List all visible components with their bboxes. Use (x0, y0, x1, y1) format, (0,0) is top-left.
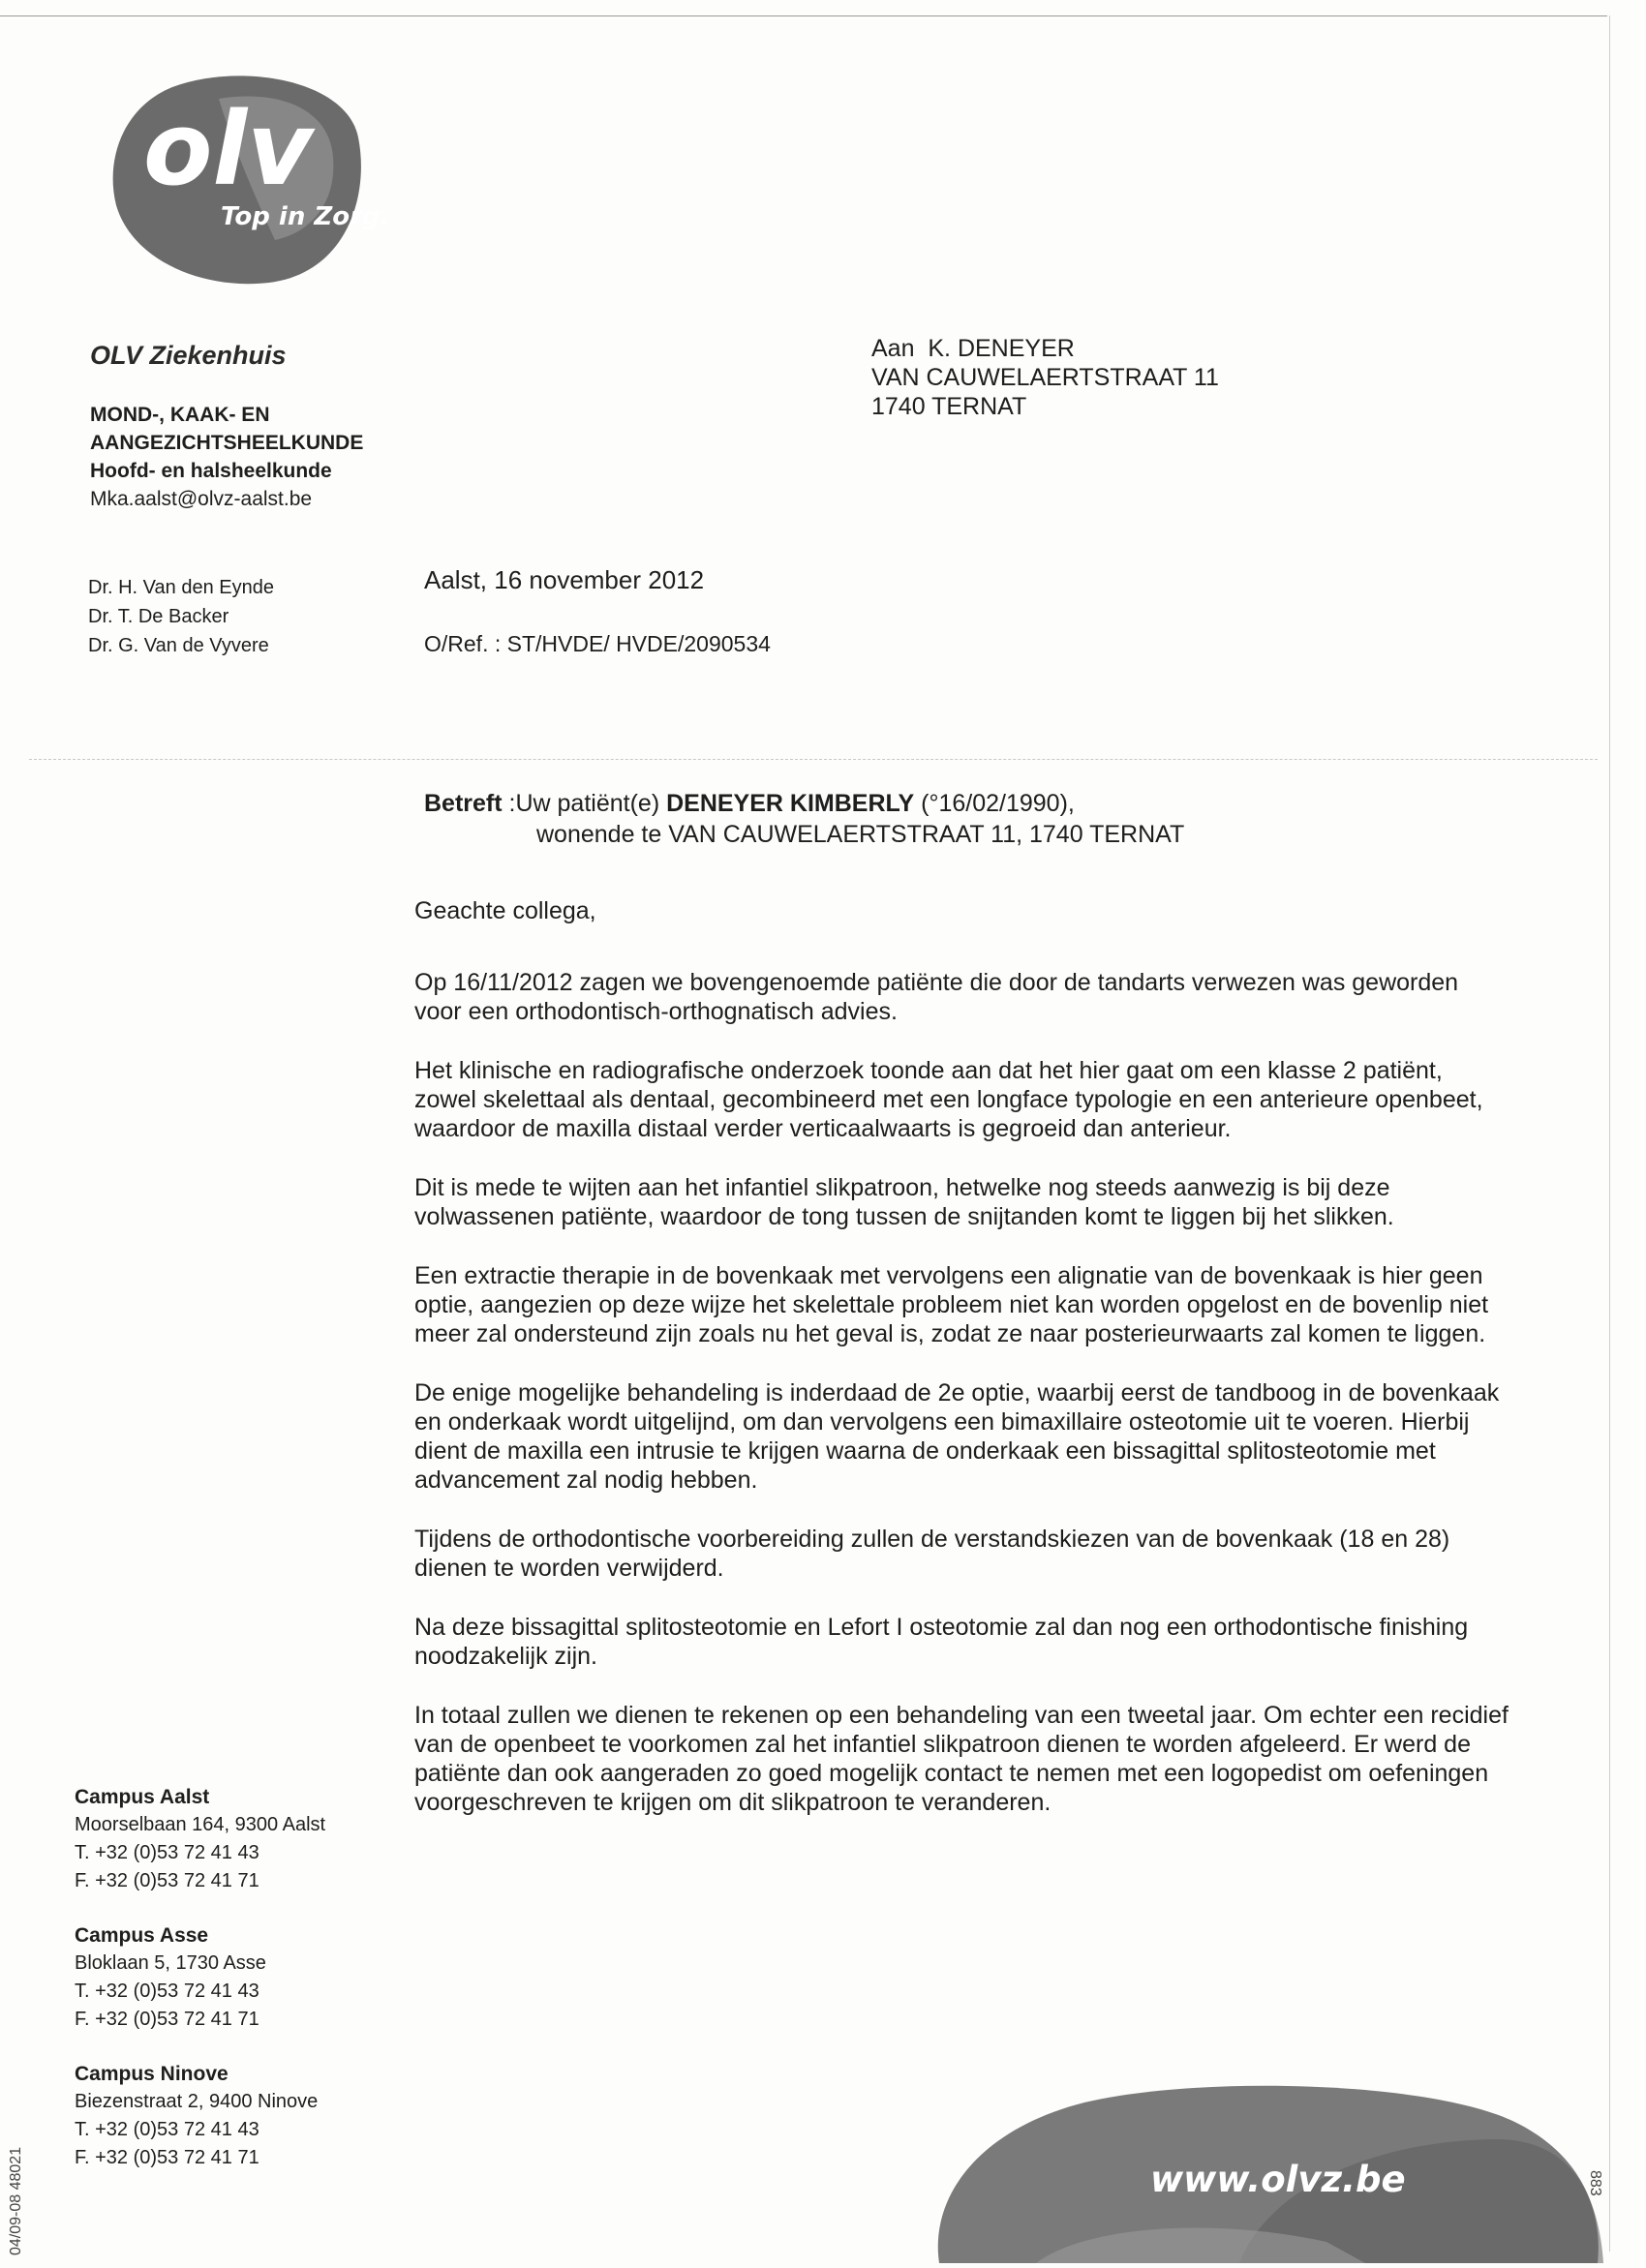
campus-fax: F. +32 (0)53 72 41 71 (75, 2009, 259, 2030)
paragraph-4: Een extractie therapie in de bovenkaak met vervolgens een alignatie van de bovenkaak is hier geen optie, aangezien op deze wijze het skelettale probleem niet kan worden opgelost en de bovenlip niet meer zal ondersteund zijn zoals nu het geval is, zodat ze naar posterieurwaarts zal komen te liggen. (414, 1262, 1489, 1347)
doctors-list (88, 573, 274, 660)
paragraph-8: In totaal zullen we dienen te rekenen op een behandeling van een tweetal jaar. Om echter een recidief van de openbeet te voorkomen zal het infantiel slikpatroon dienen te worden afgeleerd. Er werd de patiënte dan ook aangeraden zo goed mogelijk contact te nemen met een logopedist om oefeningen voorgeschreven te krijgen om dit slikpatroon te veranderen. (414, 1702, 1509, 1816)
website-link[interactable]: www.olvz.be (1150, 2159, 1406, 2200)
department-block (90, 401, 363, 513)
salutation: Geachte collega, (414, 897, 596, 924)
campus-address: Biezenstraat 2, 9400 Ninove (75, 2091, 319, 2112)
doctor-3: Dr. G. Van de Vyvere (88, 635, 269, 656)
subject-label: Betreft (424, 790, 503, 817)
logo-tagline: Top in Zorg. (221, 202, 390, 231)
fold-line (29, 759, 1598, 760)
campus-fax: F. +32 (0)53 72 41 71 (75, 1870, 259, 1891)
campus-address: Bloklaan 5, 1730 Asse (75, 1952, 266, 1974)
reference-number: O/Ref. : ST/HVDE/ HVDE/2090534 (424, 631, 771, 656)
campus-aalst (75, 1783, 325, 1895)
letter-body (414, 896, 1509, 1847)
doctor-1: Dr. H. Van den Eynde (88, 577, 274, 598)
campus-ninove (75, 2060, 318, 2172)
campus-phone: T. +32 (0)53 72 41 43 (75, 2119, 259, 2140)
paragraph-7: Na deze bissagittal splitosteotomie en Lefort I osteotomie zal dan nog een orthodontische finishing noodzakelijk zijn. (414, 1614, 1469, 1670)
olv-logo (105, 70, 395, 292)
paragraph-5: De enige mogelijke behandeling is inderdaad de 2e optie, waarbij eerst de tandboog in de bovenkaak en onderkaak wordt uitgelijnd, om dan vervolgens een bimaxillaire osteotomie uit te voeren. Hierbij dient de maxilla een intrusie te krijgen waarna de onderkaak een bissagittal splitosteotomie met advancement zal nodig hebben. (414, 1379, 1500, 1494)
right-margin-code: 883 (1587, 2170, 1603, 2196)
letter-date: Aalst, 16 november 2012 (424, 565, 705, 594)
subject-line-2: wonende te VAN CAUWELAERTSTRAAT 11, 1740 TERNAT (536, 821, 1185, 848)
campus-fax: F. +32 (0)53 72 41 71 (75, 2147, 259, 2168)
campus-name: Campus Aalst (75, 1786, 210, 1808)
recipient-line-1: Aan K. DENEYER (871, 335, 1075, 362)
patient-name: DENEYER KIMBERLY (666, 790, 915, 817)
subject-prefix: :Uw patiënt(e) (508, 790, 667, 817)
doctor-2: Dr. T. De Backer (88, 606, 229, 627)
recipient-address (871, 334, 1219, 421)
department-line-1: MOND-, KAAK- EN (90, 404, 270, 426)
department-line-3: Hoofd- en halsheelkunde (90, 460, 332, 482)
left-margin-code: 04/09-08 48021 (8, 2146, 24, 2255)
recipient-line-3: 1740 TERNAT (871, 393, 1027, 420)
top-edge-line (0, 15, 1607, 16)
paragraph-3: Dit is mede te wijten aan het infantiel slikpatroon, hetwelke nog steeds aanwezig is bij deze volwassenen patiënte, waardoor de tong tussen de snijtanden komt te liggen bij het slikken. (414, 1174, 1394, 1230)
subject-block (424, 788, 1184, 850)
campus-name: Campus Ninove (75, 2063, 229, 2085)
subject-line-1 (424, 788, 1184, 819)
department-email: Mka.aalst@olvz-aalst.be (90, 488, 313, 510)
campus-phone: T. +32 (0)53 72 41 43 (75, 1842, 259, 1863)
patient-birth: (°16/02/1990), (914, 790, 1075, 817)
paragraph-2: Het klinische en radiografische onderzoek toonde aan dat het hier gaat om een klasse 2 patiënt, zowel skelettaal als dentaal, gecombineerd met een longface typologie en een anterieure openbeet, waardoor de maxilla distaal verder verticaalwaarts is gegroeid dan anterieur. (414, 1057, 1483, 1142)
campus-address: Moorselbaan 164, 9300 Aalst (75, 1814, 326, 1835)
footer-graphic (920, 2081, 1617, 2263)
campus-phone: T. +32 (0)53 72 41 43 (75, 1981, 259, 2002)
organization-name: OLV Ziekenhuis (90, 341, 287, 370)
department-line-2: AANGEZICHTSHEELKUNDE (90, 432, 364, 454)
campus-name: Campus Asse (75, 1924, 209, 1947)
campus-asse (75, 1921, 266, 2034)
right-edge-line (1609, 15, 1610, 2252)
logo-mark: olv (143, 90, 313, 208)
paragraph-6: Tijdens de orthodontische voorbereiding zullen de verstandskiezen van de bovenkaak (18 en 28) dienen te worden verwijderd. (414, 1526, 1450, 1582)
recipient-line-2: VAN CAUWELAERTSTRAAT 11 (871, 364, 1219, 391)
paragraph-1: Op 16/11/2012 zagen we bovengenoemde patiënte die door de tandarts verwezen was geworden voor een orthodontisch-orthognatisch advies. (414, 969, 1459, 1025)
